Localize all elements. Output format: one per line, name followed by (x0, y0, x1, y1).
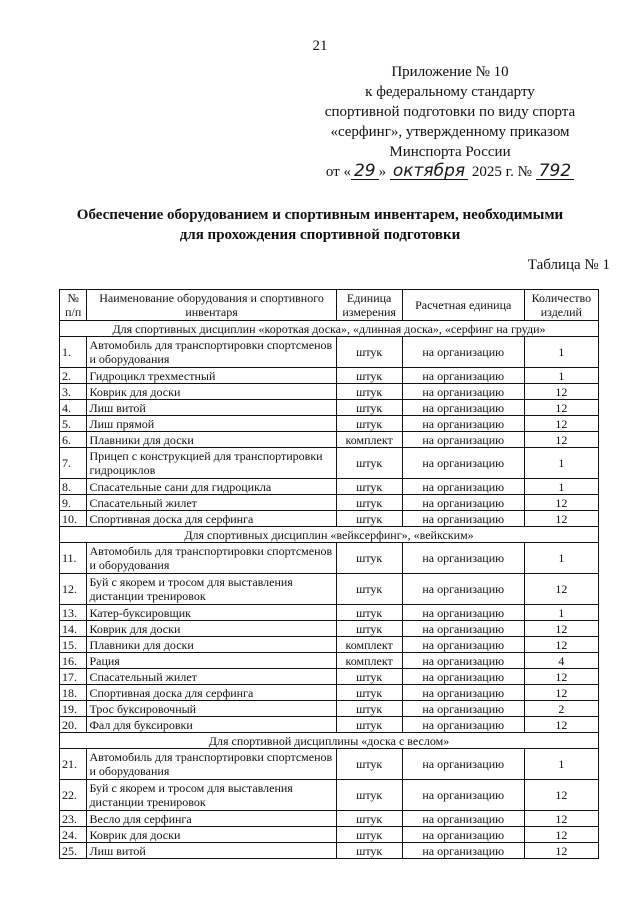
order-date-line (300, 162, 600, 182)
cell-calc: на организацию (402, 495, 524, 511)
section-header-row (60, 733, 599, 749)
cell-unit: штук (336, 605, 402, 621)
page-number: 21 (312, 38, 328, 54)
cell-calc: на организацию (402, 337, 524, 368)
cell-qty: 12 (524, 416, 598, 432)
cell-name: Коврик для доски (87, 384, 336, 400)
cell-name: Буй с якорем и тросом для выставления дистанции тренировок (87, 780, 336, 811)
cell-num: 1. (60, 337, 87, 368)
cell-qty: 12 (524, 637, 598, 653)
cell-unit: штук (336, 669, 402, 685)
cell-calc: на организацию (402, 701, 524, 717)
cell-name: Буй с якорем и тросом для выставления дистанции тренировок (87, 574, 336, 605)
cell-qty: 4 (524, 653, 598, 669)
cell-qty: 12 (524, 811, 598, 827)
document-title-line: для прохождения спортивной подготовки (179, 227, 461, 243)
date-prefix: от « (325, 164, 351, 180)
cell-num: 22. (60, 780, 87, 811)
section-title: Для спортивных дисциплин «вейксерфинг», «вейкским» (60, 527, 599, 543)
cell-name: Коврик для доски (87, 621, 336, 637)
cell-unit: штук (336, 621, 402, 637)
cell-name: Плавники для доски (87, 432, 336, 448)
document-title (40, 205, 600, 245)
cell-name: Спортивная доска для серфинга (87, 685, 336, 701)
cell-num: 14. (60, 621, 87, 637)
cell-num: 17. (60, 669, 87, 685)
cell-name: Рация (87, 653, 336, 669)
cell-qty: 1 (524, 448, 598, 479)
cell-qty: 1 (524, 479, 598, 495)
cell-unit: штук (336, 717, 402, 733)
cell-name: Гидроцикл трехместный (87, 368, 336, 384)
table-row (60, 448, 599, 479)
cell-calc: на организацию (402, 368, 524, 384)
cell-name: Плавники для доски (87, 637, 336, 653)
table-row (60, 384, 599, 400)
appendix-line: спортивной подготовки по виду спорта (324, 104, 576, 120)
cell-calc: на организацию (402, 605, 524, 621)
cell-unit: штук (336, 701, 402, 717)
header-calc: Расчетная единица (402, 290, 524, 321)
cell-qty: 2 (524, 701, 598, 717)
cell-unit: штук (336, 368, 402, 384)
cell-qty: 12 (524, 669, 598, 685)
section-title: Для спортивной дисциплины «доска с веслом» (60, 733, 599, 749)
cell-name: Весло для серфинга (87, 811, 336, 827)
cell-calc: на организацию (402, 416, 524, 432)
cell-calc: на организацию (402, 827, 524, 843)
table-row (60, 511, 599, 527)
cell-qty: 1 (524, 749, 598, 780)
cell-qty: 12 (524, 384, 598, 400)
table-row (60, 368, 599, 384)
cell-name: Автомобиль для транспортировки спортсменов и оборудования (87, 543, 336, 574)
cell-calc: на организацию (402, 637, 524, 653)
section-header-row (60, 321, 599, 337)
cell-num: 11. (60, 543, 87, 574)
table-body (60, 321, 599, 859)
cell-calc: на организацию (402, 811, 524, 827)
cell-name: Прицеп с конструкцией для транспортировки гидроциклов (87, 448, 336, 479)
cell-name: Спасательный жилет (87, 495, 336, 511)
cell-name: Лиш прямой (87, 416, 336, 432)
cell-unit: штук (336, 479, 402, 495)
cell-unit: штук (336, 749, 402, 780)
cell-num: 13. (60, 605, 87, 621)
cell-qty: 12 (524, 574, 598, 605)
document-title-line: Обеспечение оборудованием и спортивным инвентарем, необходимыми (76, 207, 564, 223)
table-row (60, 495, 599, 511)
table-row (60, 843, 599, 859)
cell-calc: на организацию (402, 400, 524, 416)
cell-name: Спортивная доска для серфинга (87, 511, 336, 527)
cell-name: Коврик для доски (87, 827, 336, 843)
cell-calc: на организацию (402, 717, 524, 733)
cell-unit: комплект (336, 653, 402, 669)
cell-unit: штук (336, 337, 402, 368)
cell-qty: 12 (524, 511, 598, 527)
cell-calc: на организацию (402, 685, 524, 701)
cell-name: Трос буксировочный (87, 701, 336, 717)
cell-unit: штук (336, 543, 402, 574)
table-row (60, 780, 599, 811)
table-row (60, 811, 599, 827)
cell-name: Фал для буксировки (87, 717, 336, 733)
cell-name: Автомобиль для транспортировки спортсменов и оборудования (87, 337, 336, 368)
table-caption: Таблица № 1 (527, 257, 610, 273)
cell-qty: 12 (524, 717, 598, 733)
cell-qty: 12 (524, 685, 598, 701)
cell-qty: 1 (524, 337, 598, 368)
cell-calc: на организацию (402, 479, 524, 495)
cell-num: 5. (60, 416, 87, 432)
table-row (60, 827, 599, 843)
cell-num: 24. (60, 827, 87, 843)
header-qty: Количество изделий (524, 290, 598, 321)
cell-unit: штук (336, 511, 402, 527)
table-row (60, 574, 599, 605)
cell-unit: штук (336, 416, 402, 432)
cell-unit: штук (336, 400, 402, 416)
cell-calc: на организацию (402, 574, 524, 605)
date-mid: » (378, 164, 387, 180)
cell-name: Спасательный жилет (87, 669, 336, 685)
cell-num: 6. (60, 432, 87, 448)
cell-qty: 1 (524, 605, 598, 621)
cell-qty: 12 (524, 400, 598, 416)
cell-num: 2. (60, 368, 87, 384)
header-num: № п/п (60, 290, 87, 321)
cell-unit: штук (336, 448, 402, 479)
cell-num: 23. (60, 811, 87, 827)
cell-qty: 12 (524, 827, 598, 843)
handwritten-month: октября (390, 163, 468, 180)
table-row (60, 717, 599, 733)
appendix-line: «серфинг», утвержденному приказом (330, 124, 570, 140)
appendix-line: к федеральному стандарту (365, 84, 535, 100)
appendix-block (300, 62, 600, 182)
cell-num: 9. (60, 495, 87, 511)
equipment-table (59, 289, 599, 859)
table-row (60, 749, 599, 780)
cell-name: Спасательные сани для гидроцикла (87, 479, 336, 495)
date-year: 2025 г. № (471, 164, 532, 180)
cell-unit: комплект (336, 432, 402, 448)
handwritten-order-number: 792 (536, 163, 574, 180)
cell-name: Лиш витой (87, 843, 336, 859)
appendix-line: Приложение № 10 (391, 64, 509, 80)
cell-name: Лиш витой (87, 400, 336, 416)
cell-unit: штук (336, 574, 402, 605)
table-row (60, 432, 599, 448)
cell-calc: на организацию (402, 543, 524, 574)
cell-num: 15. (60, 637, 87, 653)
cell-qty: 12 (524, 780, 598, 811)
cell-num: 12. (60, 574, 87, 605)
header-unit: Единица измерения (336, 290, 402, 321)
section-title: Для спортивных дисциплин «короткая доска», «длинная доска», «серфинг на груди» (60, 321, 599, 337)
table-row (60, 685, 599, 701)
cell-name: Автомобиль для транспортировки спортсменов и оборудования (87, 749, 336, 780)
cell-num: 4. (60, 400, 87, 416)
table-row (60, 479, 599, 495)
cell-qty: 12 (524, 843, 598, 859)
cell-num: 19. (60, 701, 87, 717)
table-row (60, 637, 599, 653)
cell-qty: 1 (524, 368, 598, 384)
cell-num: 10. (60, 511, 87, 527)
cell-qty: 12 (524, 621, 598, 637)
cell-calc: на организацию (402, 749, 524, 780)
cell-num: 20. (60, 717, 87, 733)
table-row (60, 605, 599, 621)
cell-unit: штук (336, 843, 402, 859)
cell-calc: на организацию (402, 843, 524, 859)
appendix-line: Минспорта России (389, 144, 511, 160)
cell-qty: 12 (524, 495, 598, 511)
table-row (60, 701, 599, 717)
table-row (60, 543, 599, 574)
cell-num: 3. (60, 384, 87, 400)
cell-num: 8. (60, 479, 87, 495)
cell-unit: штук (336, 811, 402, 827)
cell-calc: на организацию (402, 669, 524, 685)
header-name: Наименование оборудования и спортивного инвентаря (87, 290, 336, 321)
handwritten-day: 29 (351, 163, 379, 180)
cell-unit: штук (336, 495, 402, 511)
cell-num: 25. (60, 843, 87, 859)
table-row (60, 416, 599, 432)
cell-unit: комплект (336, 637, 402, 653)
table-row (60, 653, 599, 669)
cell-unit: штук (336, 685, 402, 701)
cell-calc: на организацию (402, 384, 524, 400)
cell-num: 16. (60, 653, 87, 669)
table-row (60, 337, 599, 368)
cell-unit: штук (336, 827, 402, 843)
cell-unit: штук (336, 384, 402, 400)
cell-calc: на организацию (402, 432, 524, 448)
section-header-row (60, 527, 599, 543)
table-header-row (60, 290, 599, 321)
cell-unit: штук (336, 780, 402, 811)
table-row (60, 400, 599, 416)
cell-name: Катер-буксировщик (87, 605, 336, 621)
table-row (60, 669, 599, 685)
table-row (60, 621, 599, 637)
cell-calc: на организацию (402, 621, 524, 637)
cell-calc: на организацию (402, 511, 524, 527)
cell-num: 21. (60, 749, 87, 780)
cell-qty: 12 (524, 432, 598, 448)
cell-qty: 1 (524, 543, 598, 574)
cell-calc: на организацию (402, 448, 524, 479)
cell-num: 7. (60, 448, 87, 479)
cell-calc: на организацию (402, 780, 524, 811)
cell-num: 18. (60, 685, 87, 701)
cell-calc: на организацию (402, 653, 524, 669)
